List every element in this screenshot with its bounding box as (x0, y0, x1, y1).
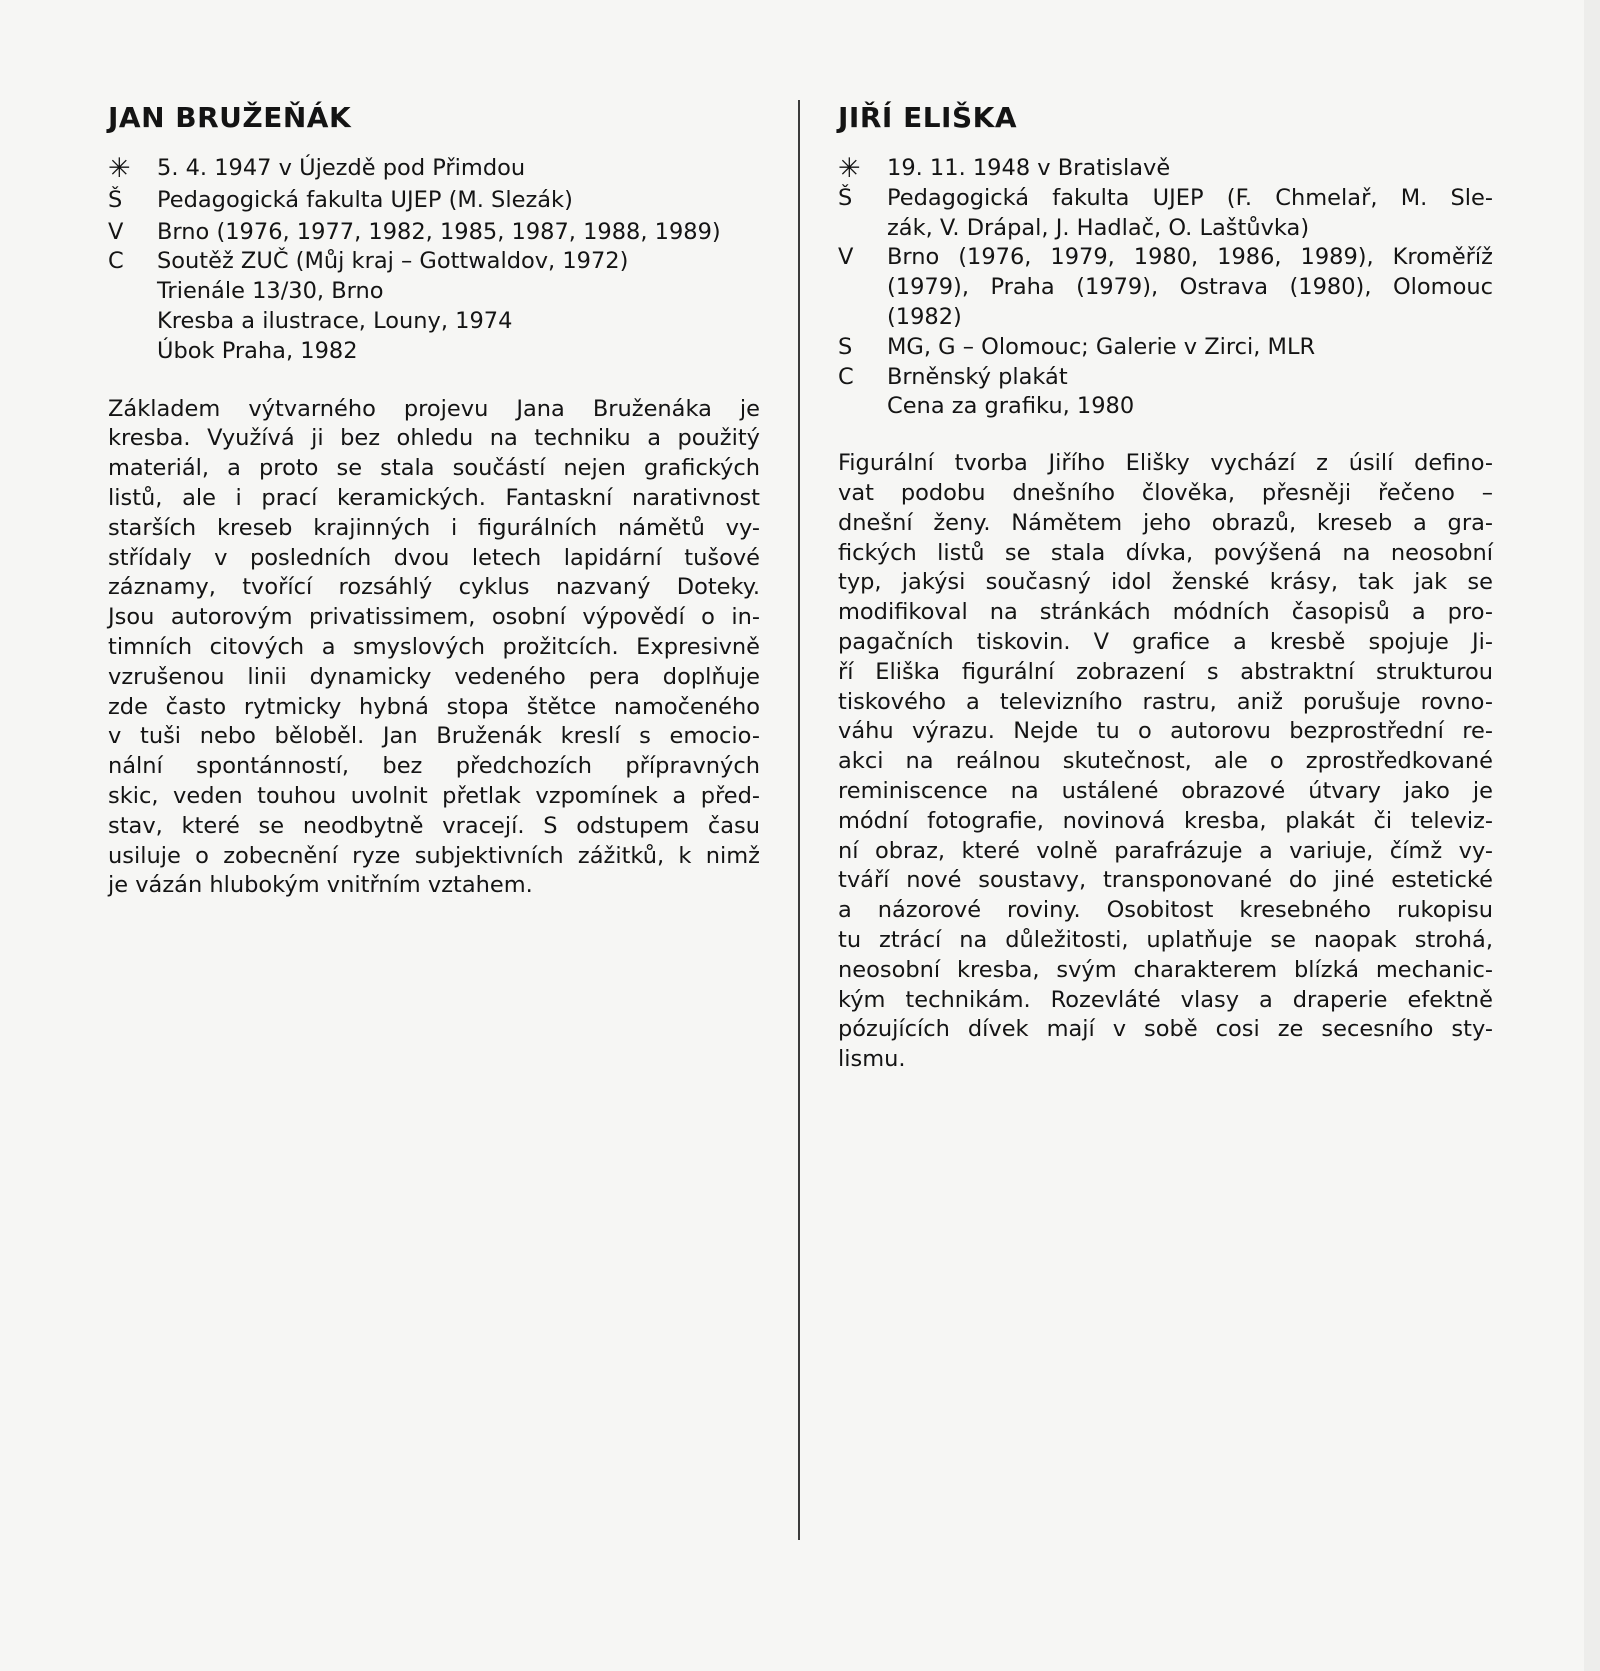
fact-line: Brněnský plakát (887, 363, 1068, 390)
bio-line: tváří nové soustavy, transponované do jiné estetické (838, 867, 1493, 894)
fact-line: Kresba a ilustrace, Louny, 1974 (157, 307, 513, 334)
bio-line: je vázán hlubokým vnitřním vztahem. (108, 872, 533, 899)
fact-line: Úbok Praha, 1982 (157, 337, 358, 364)
bio-line: kým technikám. Rozevláté vlasy a draperie efektně (838, 986, 1493, 1013)
bio-line: ří Eliška figurální zobrazení s abstraktní strukturou (838, 658, 1493, 685)
fact-key: V (108, 218, 124, 245)
facts-left (108, 154, 760, 367)
bio-line: skic, veden touhou uvolnit přetlak vzpomínek a před- (108, 782, 760, 809)
fact-key: V (838, 244, 854, 271)
bio-right (838, 449, 1493, 1075)
fact-line: Soutěž ZUČ (Můj kraj – Gottwaldov, 1972) (157, 248, 629, 275)
fact-line: Brno (1976, 1979, 1980, 1986, 1989), Kroměříž (887, 244, 1493, 271)
fact-line: 19. 11. 1948 v Bratislavě (887, 155, 1171, 181)
fact-birth (838, 154, 1493, 184)
fact-line: 5. 4. 1947 v Újezdě pod Přimdou (157, 155, 526, 181)
bio-line: akci na reálnou skutečnost, ale o zprostředkované (838, 748, 1493, 775)
fact-key: C (108, 248, 124, 275)
bio-line: střídaly v posledních dvou letech lapidární tušové (108, 544, 760, 571)
bio-line: tu ztrácí na důležitosti, uplatňuje se naopak strohá, (838, 926, 1493, 953)
bio-line: dnešní ženy. Námětem jeho obrazů, kreseb a gra- (838, 509, 1493, 536)
bio-line: typ, jakýsi současný idol ženské krásy, tak jak se (838, 569, 1493, 596)
bio-line: lismu. (838, 1046, 906, 1073)
fact-school (108, 186, 760, 216)
fact-line: Pedagogická fakulta UJEP (M. Slezák) (157, 186, 573, 213)
fact-school (838, 184, 1493, 244)
bio-line: ní obraz, které volně parafrázuje a variuje, čímž vy- (838, 837, 1493, 864)
birth-star-icon: ✳ (838, 153, 861, 184)
bio-line: pózujících dívek mají v sobě cosi ze secesního sty- (838, 1016, 1493, 1043)
facts-right (838, 154, 1493, 422)
bio-line: módní fotografie, novinová kresba, plakát či televiz- (838, 807, 1493, 834)
bio-line: v tuši nebo běloběl. Jan Bruženák kreslí s emocio- (108, 723, 760, 750)
fact-birth (108, 154, 760, 184)
bio-line: modifikoval na stránkách módních časopisů a pro- (838, 599, 1493, 626)
bio-line: timních citových a smyslových prožitcích. Expresivně (108, 633, 760, 660)
fact-line: (1979), Praha (1979), Ostrava (1980), Olomouc (887, 274, 1493, 301)
bio-line: fických listů se stala dívka, povýšená na neosobní (838, 539, 1493, 566)
bio-line: starších kreseb krajinných i figurálních námětů vy- (108, 514, 760, 541)
bio-line: usiluje o zobecnění ryze subjektivních zážitků, k nimž (108, 842, 760, 869)
bio-line: pagačních tiskovin. V grafice a kresbě spojuje Ji- (838, 628, 1493, 655)
fact-collections (838, 333, 1493, 363)
bio-line: tiskového a televizního rastru, aniž porušuje rovno- (838, 688, 1493, 715)
fact-key: S (838, 333, 853, 360)
bio-line: neosobní kresba, svým charakterem blízká mechanic- (838, 956, 1493, 983)
fact-exhibitions (838, 243, 1493, 332)
bio-line: zde často rytmicky hybná stopa štětce namočeného (108, 693, 760, 720)
fact-key: C (838, 363, 854, 390)
artist-name-left: JAN BRUŽEŇÁK (108, 101, 352, 134)
bio-line: Jsou autorovým privatissimem, osobní výpovědí o in- (108, 604, 760, 631)
bio-line: kresba. Využívá ji bez ohledu na techniku a použitý (108, 425, 760, 452)
bio-line: váhu výrazu. Nejde tu o autorovu bezprostřední re- (838, 718, 1493, 745)
bio-line: vzrušenou linii dynamicky vedeného pera doplňuje (108, 663, 760, 690)
bio-line: materiál, a proto se stala součástí nejen grafických (108, 455, 760, 482)
bio-line: nální spontánností, bez předchozích přípravných (108, 753, 760, 780)
fact-line: zák, V. Drápal, J. Hadlač, O. Laštůvka) (887, 214, 1310, 241)
fact-line: MG, G – Olomouc; Galerie v Zirci, MLR (887, 333, 1316, 360)
birth-star-icon: ✳ (108, 153, 131, 184)
bio-line: reminiscence na ustálené obrazové útvary jako je (838, 777, 1493, 804)
fact-line: Trienále 13/30, Brno (157, 278, 384, 305)
bio-line: Figurální tvorba Jiřího Elišky vychází z úsilí defino- (838, 450, 1493, 477)
bio-line: záznamy, tvořící rozsáhlý cyklus nazvaný Doteky. (108, 574, 760, 601)
fact-exhibitions (108, 218, 760, 248)
fact-line: Pedagogická fakulta UJEP (F. Chmelař, M. Sle- (887, 184, 1493, 211)
right-column (838, 100, 1493, 1075)
fact-key: Š (108, 186, 123, 213)
bio-left (108, 395, 760, 902)
bio-line: Základem výtvarného projevu Jana Bruženáka je (108, 395, 760, 422)
bio-line: a názorové roviny. Osobitost kresebného rukopisu (838, 897, 1493, 924)
bio-line: stav, které se neodbytně vracejí. S odstupem času (108, 812, 760, 839)
fact-awards (108, 247, 760, 366)
bio-line: vat podobu dnešního člověka, přesněji řečeno – (838, 479, 1493, 506)
fact-line: (1982) (887, 303, 962, 330)
page-edge (1584, 0, 1600, 1671)
artist-name-right: JIŘÍ ELIŠKA (838, 101, 1017, 134)
fact-line: Cena za grafiku, 1980 (887, 393, 1135, 420)
fact-key: Š (838, 184, 853, 211)
bio-line: listů, ale i prací keramických. Fantaskní narativnost (108, 484, 760, 511)
fact-line: Brno (1976, 1977, 1982, 1985, 1987, 1988, 1989) (157, 218, 721, 245)
left-column (108, 100, 760, 901)
column-divider (798, 100, 800, 1540)
fact-awards (838, 363, 1493, 423)
